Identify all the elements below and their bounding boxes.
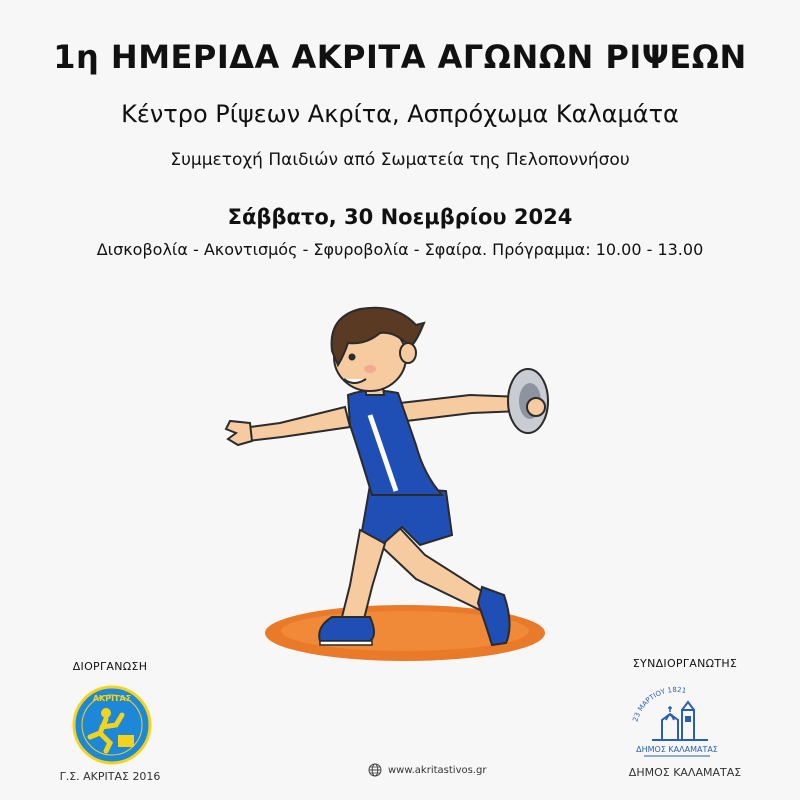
website-text: www.akritastivos.gr <box>388 764 487 776</box>
shoe-front <box>319 617 374 641</box>
organizer-label: ΔΙΟΡΓΑΝΩΣΗ <box>72 660 148 673</box>
venue-subtitle: Κέντρο Ρίψεων Ακρίτα, Ασπρόχωμα Καλαμάτα <box>121 100 679 128</box>
logo-right-arc-text: 23 ΜΑΡΤΙΟΥ 1821 <box>631 685 687 723</box>
event-date: Σάββατο, 30 Νοεμβρίου 2024 <box>227 205 573 229</box>
logo-left-text: ΑΚΡΙΤΑΣ <box>92 694 132 703</box>
events-schedule: Δισκοβολία - Ακοντισμός - Σφυροβολία - Σφαίρα. Πρόγραμμα: 10.00 - 13.00 <box>96 240 704 259</box>
poster-title: 1η ΗΜΕΡΙΔΑ ΑΚΡΙΤΑ ΑΓΩΝΩΝ ΡΙΨΕΩΝ <box>53 38 747 76</box>
discus-thrower-illustration <box>220 295 600 670</box>
svg-text:23 ΜΑΡΤΙΟΥ 1821 <box>631 686 686 723</box>
kalamata-municipality-logo <box>622 680 732 760</box>
co-organizer-name: ΔΗΜΟΣ ΚΑΛΑΜΑΤΑΣ <box>628 766 742 779</box>
logo-right-text: ΔΗΜΟΣ ΚΑΛΑΜΑΤΑΣ <box>636 745 718 754</box>
participation-text: Συμμετοχή Παιδιών από Σωματεία της Πελοποννήσου <box>170 150 630 170</box>
website-link[interactable] <box>368 763 486 777</box>
akritas-club-logo <box>72 685 152 765</box>
co-organizer-label: ΣΥΝΔΙΟΡΓΑΝΩΤΗΣ <box>632 657 738 670</box>
organizer-name: Γ.Σ. ΑΚΡΙΤΑΣ 2016 <box>59 770 161 783</box>
globe-icon <box>368 763 382 777</box>
